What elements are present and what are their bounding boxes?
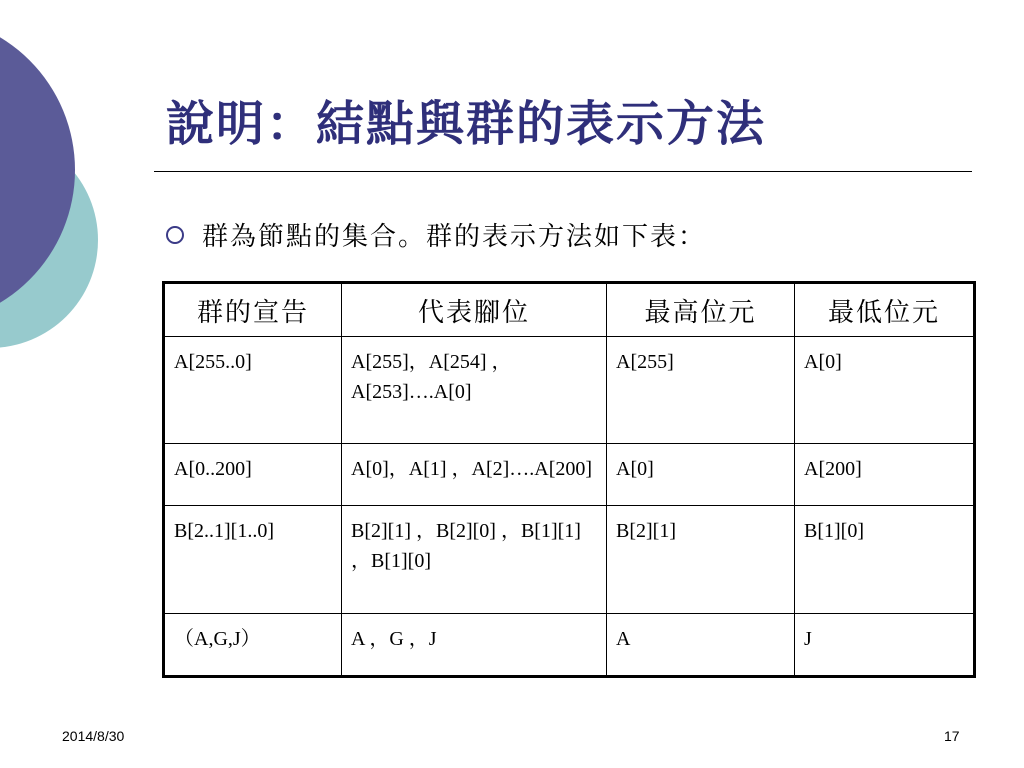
- cell-group-declaration: A[0..200]: [164, 444, 342, 506]
- cell-group-declaration: A[255..0]: [164, 337, 342, 444]
- cell-msb: A[255]: [607, 337, 795, 444]
- table-row: [164, 337, 975, 444]
- cell-lsb: A[0]: [795, 337, 975, 444]
- cell-representative-pins: A ，G ，J: [342, 613, 607, 676]
- cell-group-declaration: B[2..1][1..0]: [164, 506, 342, 613]
- slide-title: 說明：結點與群的表示方法: [166, 96, 767, 152]
- table-row: [164, 444, 975, 506]
- header-representative-pins: 代表腳位: [342, 283, 607, 337]
- cell-msb: A[0]: [607, 444, 795, 506]
- header-group-declaration: 群的宣告: [164, 283, 342, 337]
- cell-lsb: B[1][0]: [795, 506, 975, 613]
- group-representation-table: [162, 281, 976, 678]
- bullet-item: [166, 216, 706, 253]
- cell-representative-pins: A[0]，A[1] ，A[2]….A[200]: [342, 444, 607, 506]
- table-row: [164, 506, 975, 613]
- cell-msb: A: [607, 613, 795, 676]
- cell-representative-pins: B[2][1] ，B[2][0] ，B[1][1] ，B[1][0]: [342, 506, 607, 613]
- bullet-text: 群為節點的集合。群的表示方法如下表：: [202, 222, 707, 252]
- header-lsb: 最低位元: [795, 283, 975, 337]
- page-number: 17: [944, 728, 960, 744]
- cell-lsb: J: [795, 613, 975, 676]
- cell-lsb: A[200]: [795, 444, 975, 506]
- table-row: [164, 613, 975, 676]
- footer-date: 2014/8/30: [62, 728, 125, 744]
- hollow-circle-bullet-icon: [166, 226, 184, 244]
- decorative-circles: [0, 0, 140, 420]
- cell-group-declaration: （A,G,J）: [164, 613, 342, 676]
- header-msb: 最高位元: [607, 283, 795, 337]
- cell-msb: B[2][1]: [607, 506, 795, 613]
- table-header-row: [164, 283, 975, 337]
- title-underline: [154, 171, 972, 172]
- cell-representative-pins: A[255]，A[254] ，A[253]….A[0]: [342, 337, 607, 444]
